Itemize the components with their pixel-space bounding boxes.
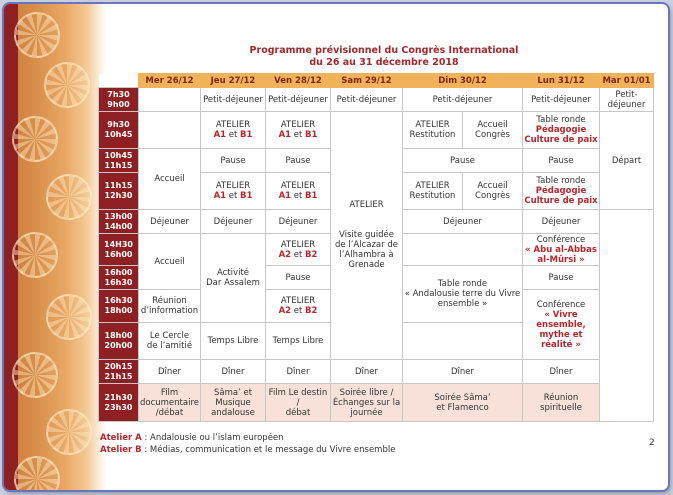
schedule-cell: Pause bbox=[266, 149, 331, 173]
corner-cell bbox=[99, 74, 139, 88]
day-header: Jeu 27/12 bbox=[201, 74, 266, 88]
day-header: Lun 31/12 bbox=[523, 74, 600, 88]
schedule-cell: Pause bbox=[523, 149, 600, 173]
schedule-cell: Accueil bbox=[139, 149, 201, 210]
schedule-cell: Dîner bbox=[201, 360, 266, 384]
schedule-cell: Dîner bbox=[331, 360, 403, 384]
schedule-cell: Dîner bbox=[523, 360, 600, 384]
schedule-cell: Petit-déjeuner bbox=[403, 88, 523, 112]
schedule-cell bbox=[139, 88, 201, 112]
schedule-cell: Pause bbox=[523, 266, 600, 290]
schedule-cell: Déjeuner bbox=[523, 210, 600, 234]
rosette-ornament bbox=[46, 409, 92, 455]
schedule-cell: ATELIER Restitution bbox=[403, 173, 463, 210]
schedule-cell: Table ronde Pédagogie Culture de paix bbox=[523, 173, 600, 210]
time-slot: 16h30 18h00 bbox=[99, 290, 139, 323]
schedule-cell: Déjeuner bbox=[201, 210, 266, 234]
schedule-cell: Pause bbox=[266, 266, 331, 290]
schedule-cell bbox=[139, 112, 201, 149]
schedule-cell: Dîner bbox=[266, 360, 331, 384]
schedule-cell: ATELIER Visite guidée de l’Alcazar de l’Alhambra à Grenade bbox=[331, 112, 403, 360]
rosette-ornament bbox=[46, 294, 92, 340]
schedule-cell: ATELIER Restitution bbox=[403, 112, 463, 149]
time-slot: 11h15 12h30 bbox=[99, 173, 139, 210]
schedule-cell: Pause bbox=[201, 149, 266, 173]
schedule-cell: Accueil bbox=[139, 234, 201, 290]
schedule-table bbox=[98, 73, 657, 422]
schedule-cell: Le Cercle de l’amitié bbox=[139, 323, 201, 360]
table-row bbox=[99, 112, 657, 149]
time-slot: 13h00 14h00 bbox=[99, 210, 139, 234]
schedule-cell: ATELIER A1 et B1 bbox=[266, 112, 331, 149]
time-slot: 10h45 11h15 bbox=[99, 149, 139, 173]
schedule-cell: ATELIER A1 et B1 bbox=[201, 112, 266, 149]
rosette-ornament bbox=[12, 116, 58, 162]
rosette-ornament bbox=[12, 352, 58, 398]
schedule-cell: Dîner bbox=[403, 360, 523, 384]
day-header: Mar 01/01 bbox=[600, 74, 654, 88]
schedule-cell: ATELIER A1 et B1 bbox=[266, 173, 331, 210]
time-slot: 18h00 20h00 bbox=[99, 323, 139, 360]
schedule-cell: Petit- déjeuner bbox=[600, 88, 654, 112]
schedule-cell bbox=[600, 210, 654, 422]
schedule-cell: Petit-déjeuner bbox=[523, 88, 600, 112]
rosette-ornament bbox=[14, 12, 60, 58]
time-slot: 21h30 23h30 bbox=[99, 384, 139, 422]
schedule-cell: Départ bbox=[600, 112, 654, 210]
schedule-cell: Sâma’ et Musique andalouse bbox=[201, 384, 266, 422]
schedule-cell: ATELIER A1 et B1 bbox=[201, 173, 266, 210]
schedule-cell: Conférence « Vivre ensemble, mythe et réalité » bbox=[523, 290, 600, 360]
schedule-cell: Film Le destin / débat bbox=[266, 384, 331, 422]
schedule-cell: Réunion d’information bbox=[139, 290, 201, 323]
time-slot: 14H30 16h00 bbox=[99, 234, 139, 266]
schedule-cell: Activité Dar Assalem bbox=[201, 234, 266, 323]
page-title: Programme prévisionnel du Congrès International bbox=[249, 45, 519, 56]
rosette-ornament bbox=[44, 62, 90, 108]
schedule-cell: Soirée Sâma’ et Flamenco bbox=[403, 384, 523, 422]
schedule-cell bbox=[403, 234, 523, 266]
legend-atelier-b: Atelier B : Médias, communication et le message du Vivre ensemble bbox=[100, 445, 396, 455]
schedule-cell: Film documentaire /débat bbox=[139, 384, 201, 422]
schedule-cell bbox=[403, 323, 523, 360]
legend-atelier-a: Atelier A : Andalousie ou l’islam européen bbox=[100, 433, 284, 443]
schedule-cell: Accueil Congrès bbox=[463, 112, 523, 149]
header-row bbox=[99, 74, 657, 88]
schedule-cell: Table ronde « Andalousie terre du Vivre ensemble » bbox=[403, 266, 523, 323]
schedule-cell: Déjeuner bbox=[139, 210, 201, 234]
day-header: Dim 30/12 bbox=[403, 74, 523, 88]
day-header: Sam 29/12 bbox=[331, 74, 403, 88]
schedule-cell bbox=[654, 384, 657, 422]
schedule-cell: Déjeuner bbox=[266, 210, 331, 234]
schedule-cell: ATELIER A2 et B2 bbox=[266, 290, 331, 323]
time-slot: 9h30 10h45 bbox=[99, 112, 139, 149]
rosette-ornament bbox=[46, 174, 92, 220]
table-row bbox=[99, 88, 657, 112]
time-slot: 7h30 9h00 bbox=[99, 88, 139, 112]
schedule-cell: Temps Libre bbox=[201, 323, 266, 360]
schedule-cell: Réunion spirituelle bbox=[523, 384, 600, 422]
schedule-cell: Petit-déjeuner bbox=[201, 88, 266, 112]
day-header: Ven 28/12 bbox=[266, 74, 331, 88]
schedule-cell: Pause bbox=[403, 149, 523, 173]
schedule-cell: Table ronde Pédagogie Culture de paix bbox=[523, 112, 600, 149]
schedule-cell: Déjeuner bbox=[403, 210, 523, 234]
schedule-cell: Dîner bbox=[139, 360, 201, 384]
day-header: Mer 26/12 bbox=[139, 74, 201, 88]
document-page bbox=[4, 4, 668, 490]
table-row bbox=[99, 384, 657, 422]
schedule-cell: ATELIER A2 et B2 bbox=[266, 234, 331, 266]
schedule-cell: Temps Libre bbox=[266, 323, 331, 360]
schedule-cell: Petit-déjeuner bbox=[331, 88, 403, 112]
rosette-ornament bbox=[12, 232, 58, 278]
page-number: 2 bbox=[649, 438, 655, 448]
time-slot: 20h15 21h15 bbox=[99, 360, 139, 384]
schedule-cell: Soirée libre / Échanges sur la journée bbox=[331, 384, 403, 422]
schedule-cell: Conférence « Abu al-Abbas al-Mûrsi » bbox=[523, 234, 600, 266]
time-slot: 16h00 16h30 bbox=[99, 266, 139, 290]
schedule-cell: Accueil Congrès bbox=[463, 173, 523, 210]
table-row bbox=[99, 360, 657, 384]
page-subtitle: du 26 au 31 décembre 2018 bbox=[309, 57, 459, 68]
schedule-cell: Petit-déjeuner bbox=[266, 88, 331, 112]
